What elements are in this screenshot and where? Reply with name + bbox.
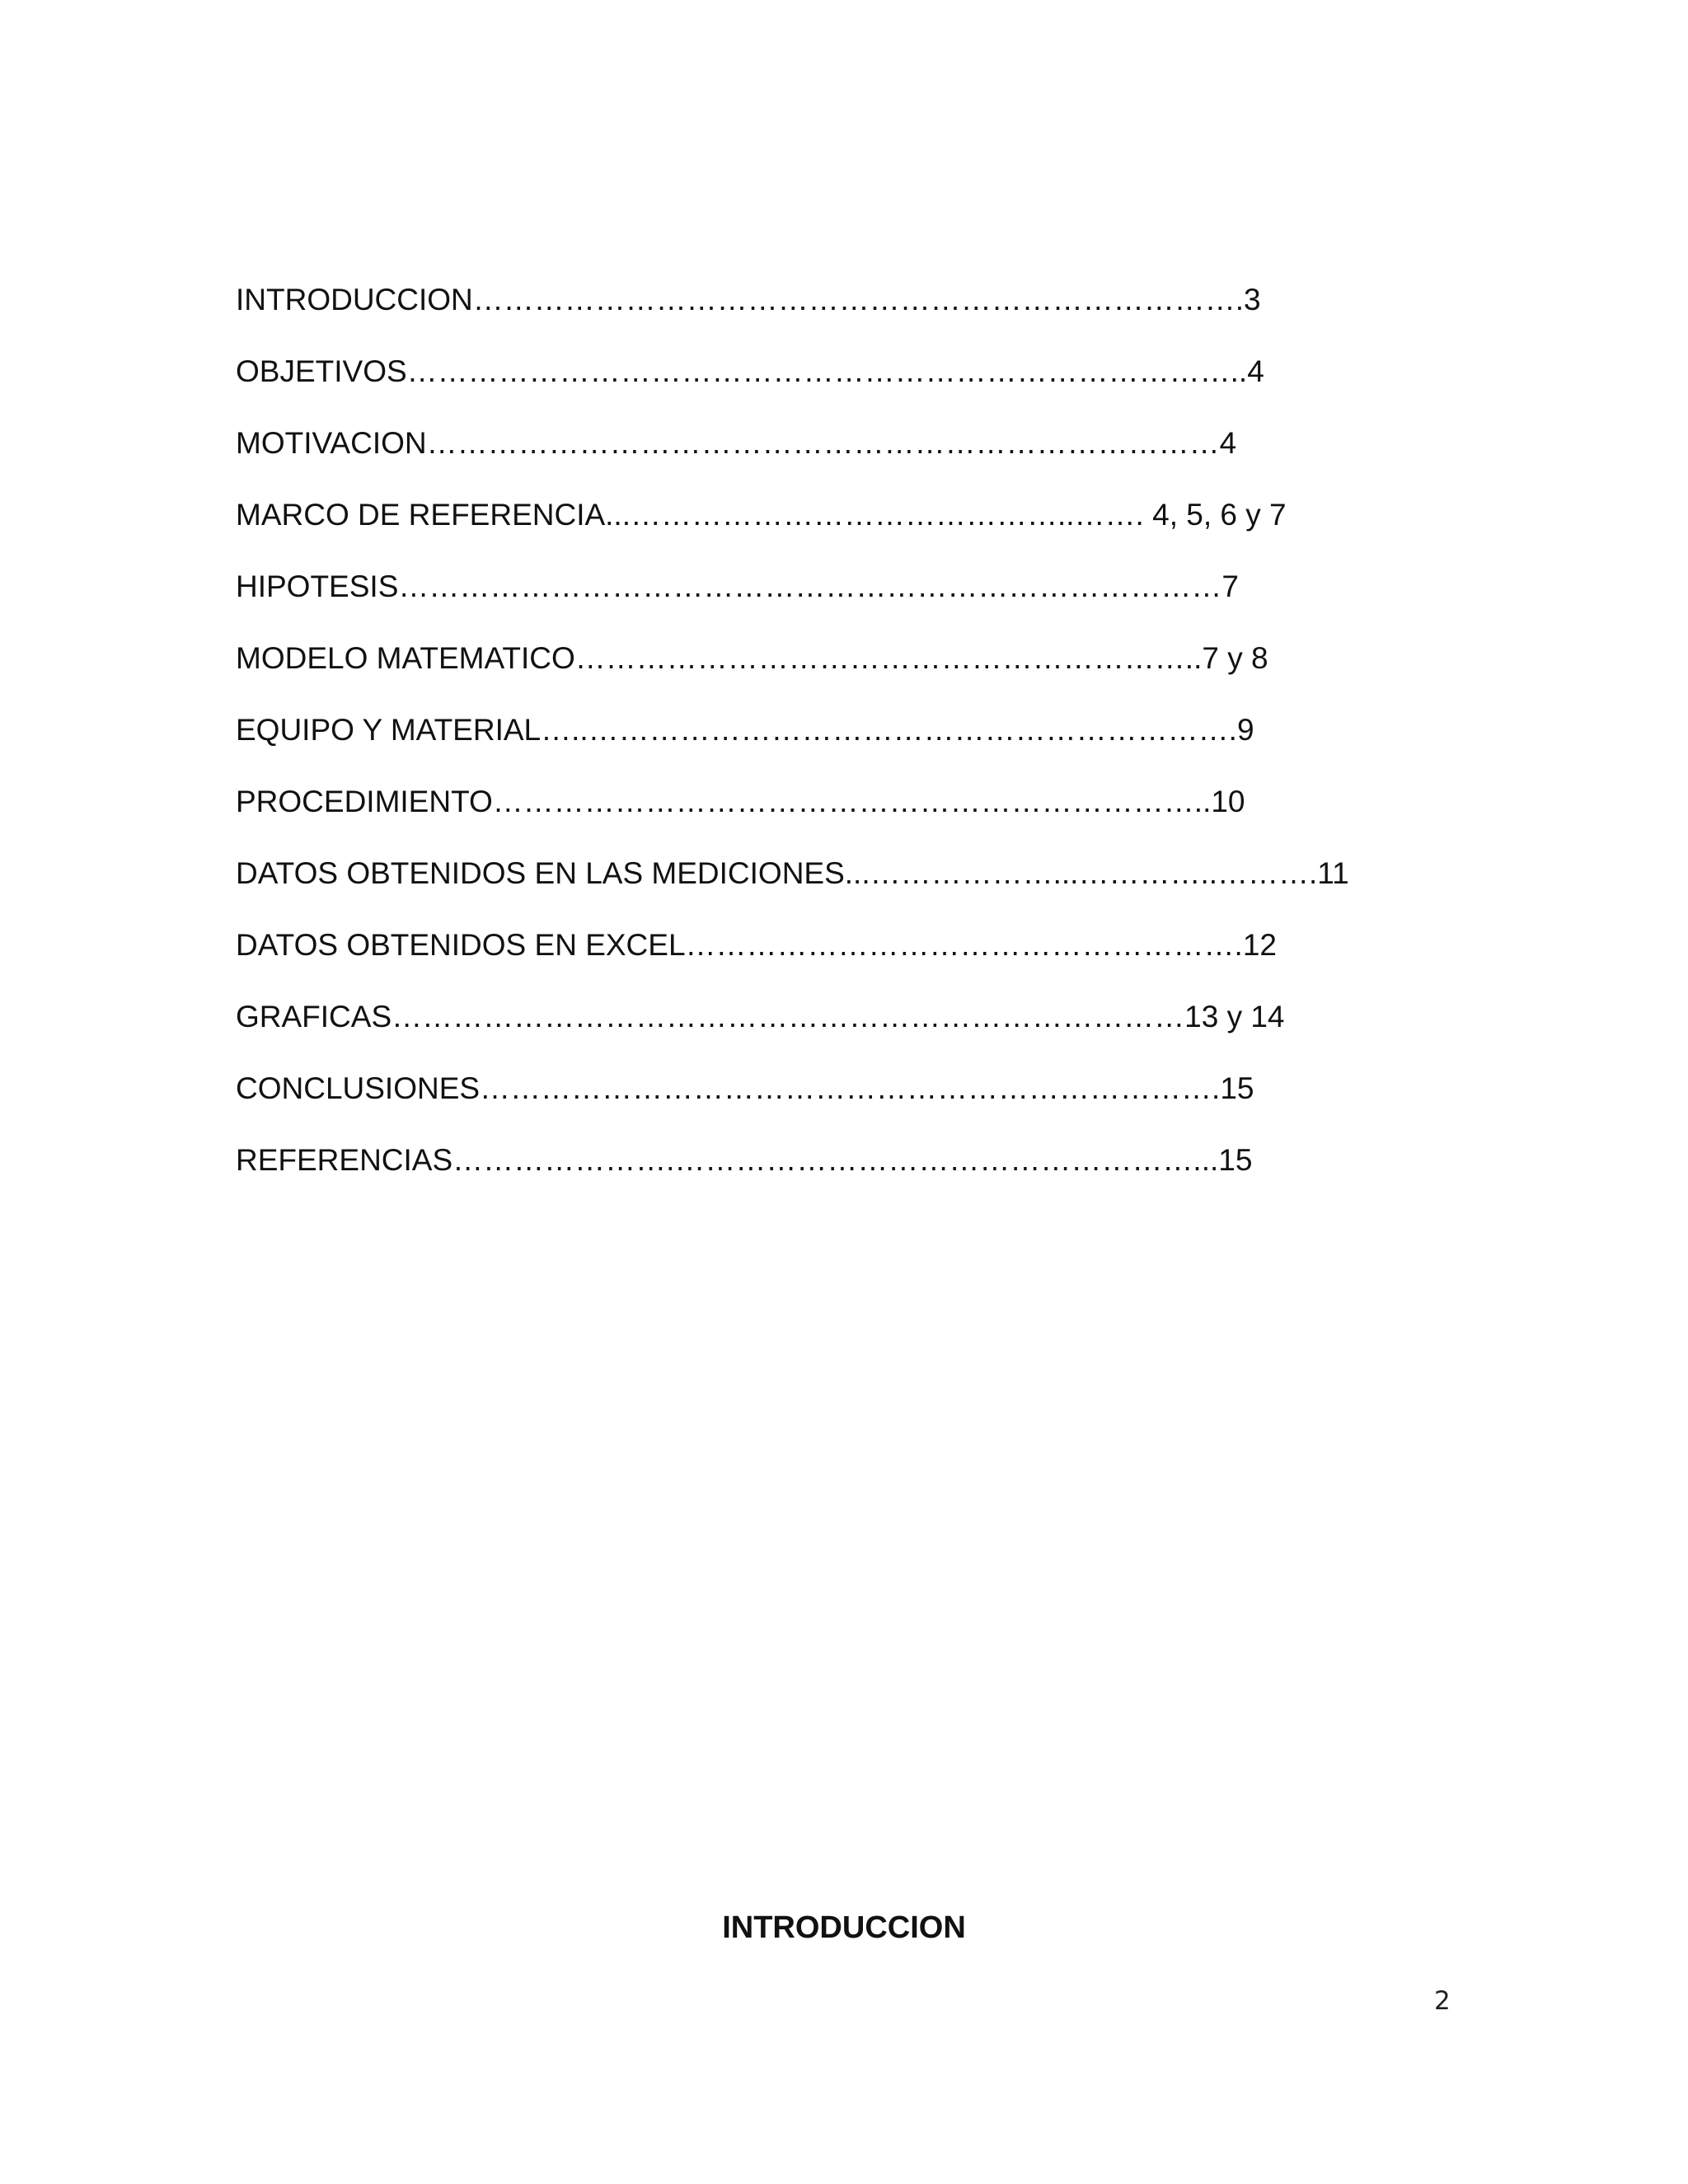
toc-entry-objetivos <box>236 335 1447 407</box>
toc-entry-text: DATOS OBTENIDOS EN LAS MEDICIONES...………………...…………..……….11 <box>236 855 1349 890</box>
toc-entry-datos-excel <box>236 909 1447 981</box>
toc-entry-datos-mediciones <box>236 837 1447 909</box>
toc-entry-text: MODELO MATEMATICO……………………………………………………..7 y 8 <box>236 640 1268 675</box>
toc-entry-conclusiones <box>236 1052 1447 1124</box>
page-number: 2 <box>1434 1986 1451 2016</box>
toc-entry-text: OBJETIVOS………………………………………………………………………..4 <box>236 354 1264 388</box>
toc-entry-text: EQUIPO Y MATERIAL…..……………………………………………………….9 <box>236 712 1254 747</box>
toc-entry-text: DATOS OBTENIDOS EN EXCEL……………………………………………….12 <box>236 927 1277 962</box>
toc-entry-text: CONCLUSIONES……………………………………………………………….15 <box>236 1071 1254 1105</box>
toc-entry-introduccion <box>236 264 1447 335</box>
toc-entry-text: INTRODUCCION………………………………………………………………….3 <box>236 282 1261 316</box>
toc-entry-procedimiento <box>236 766 1447 837</box>
toc-entry-graficas <box>236 981 1447 1052</box>
toc-entry-text: MOTIVACION……………………………………………………………………4 <box>236 425 1237 460</box>
toc-entry-text: PROCEDIMIENTO……………………………………………………………..10 <box>236 784 1245 818</box>
toc-entry-modelo-matematico <box>236 622 1447 694</box>
toc-entry-text: GRAFICAS……………………………………………………………………13 y 14 <box>236 999 1285 1033</box>
toc-entry-text: MARCO DE REFERENCIA...……………………………………..……. 4, 5, 6 y 7 <box>236 497 1287 532</box>
toc-entry-text: HIPOTESIS………………………………………………………………………7 <box>236 569 1239 603</box>
toc-entry-text: REFERENCIAS………………….……………………………………………...15 <box>236 1142 1253 1177</box>
toc-entry-motivacion <box>236 407 1447 479</box>
toc-entry-equipo-y-material <box>236 694 1447 766</box>
toc-entry-marco-de-referencia <box>236 479 1447 551</box>
table-of-contents <box>236 264 1447 1196</box>
toc-entry-hipotesis <box>236 551 1447 622</box>
toc-entry-referencias <box>236 1124 1447 1196</box>
section-heading: INTRODUCCION <box>722 1910 966 1945</box>
